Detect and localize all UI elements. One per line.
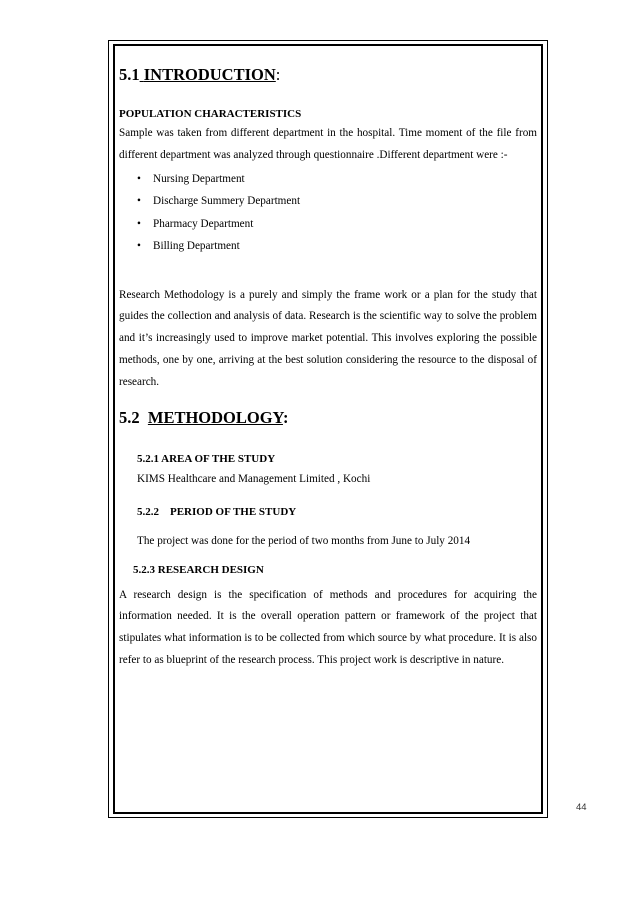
bullet-icon: • <box>137 172 141 185</box>
research-methodology-text: Research Methodology is a purely and simply the frame work or a plan for the study that guides the collection and analysis of data. Research is the scientific way to solve the problem and it’s increasingly used to improve market potential. This involves exploring the possible methods, one by one, arriving at the best solution considering the resource to the disposal of research. <box>119 288 537 388</box>
population-text: Sample was taken from different department in the hospital. Time moment of the file from different department was analyzed through questionnaire .Different department were :- <box>119 127 537 161</box>
period-of-study-title: PERIOD OF THE STUDY <box>170 505 297 518</box>
period-of-study-text: The project was done for the period of two months from June to July 2014 <box>137 534 471 547</box>
section-5-2-title: METHODOLOGY <box>147 407 283 427</box>
list-item: • Billing Department <box>119 235 537 258</box>
page-content <box>119 63 537 672</box>
list-item: • Discharge Summery Department <box>119 190 537 213</box>
area-of-study-heading: 5.2.1 AREA OF THE STUDY <box>137 452 276 465</box>
page-number: 44 <box>576 802 587 813</box>
bullet-icon: • <box>137 240 141 253</box>
area-of-study-text: KIMS Healthcare and Management Limited , Kochi <box>137 472 371 485</box>
bullet-icon: • <box>137 195 141 208</box>
period-of-study-heading <box>119 505 537 519</box>
section-5-1-title: INTRODUCTION <box>143 65 276 84</box>
section-5-1-colon: : <box>275 65 281 84</box>
section-5-1-heading <box>119 65 537 85</box>
section-5-2-heading <box>119 408 537 428</box>
research-design-text: A research design is the specification of methods and procedures for acquiring the information needed. It is the overall operation pattern or framework of the project that stipulates what information is to be collected from which source by what procedure. It is also refer to as blueprint of the research process. This project work is descriptive in nature. <box>119 588 537 666</box>
department-list <box>119 168 537 258</box>
list-item: • Pharmacy Department <box>119 213 537 236</box>
research-design-heading: 5.2.3 RESEARCH DESIGN <box>133 563 264 576</box>
section-5-2-number: 5.2 <box>119 407 140 427</box>
bullet-icon: • <box>137 217 141 230</box>
period-of-study-number: 5.2.2 <box>137 505 159 518</box>
section-5-2-colon: : <box>282 407 289 427</box>
population-heading: POPULATION CHARACTERISTICS <box>119 108 302 120</box>
section-5-1-number: 5.1 <box>119 65 140 84</box>
list-item: • Nursing Department <box>119 168 537 191</box>
